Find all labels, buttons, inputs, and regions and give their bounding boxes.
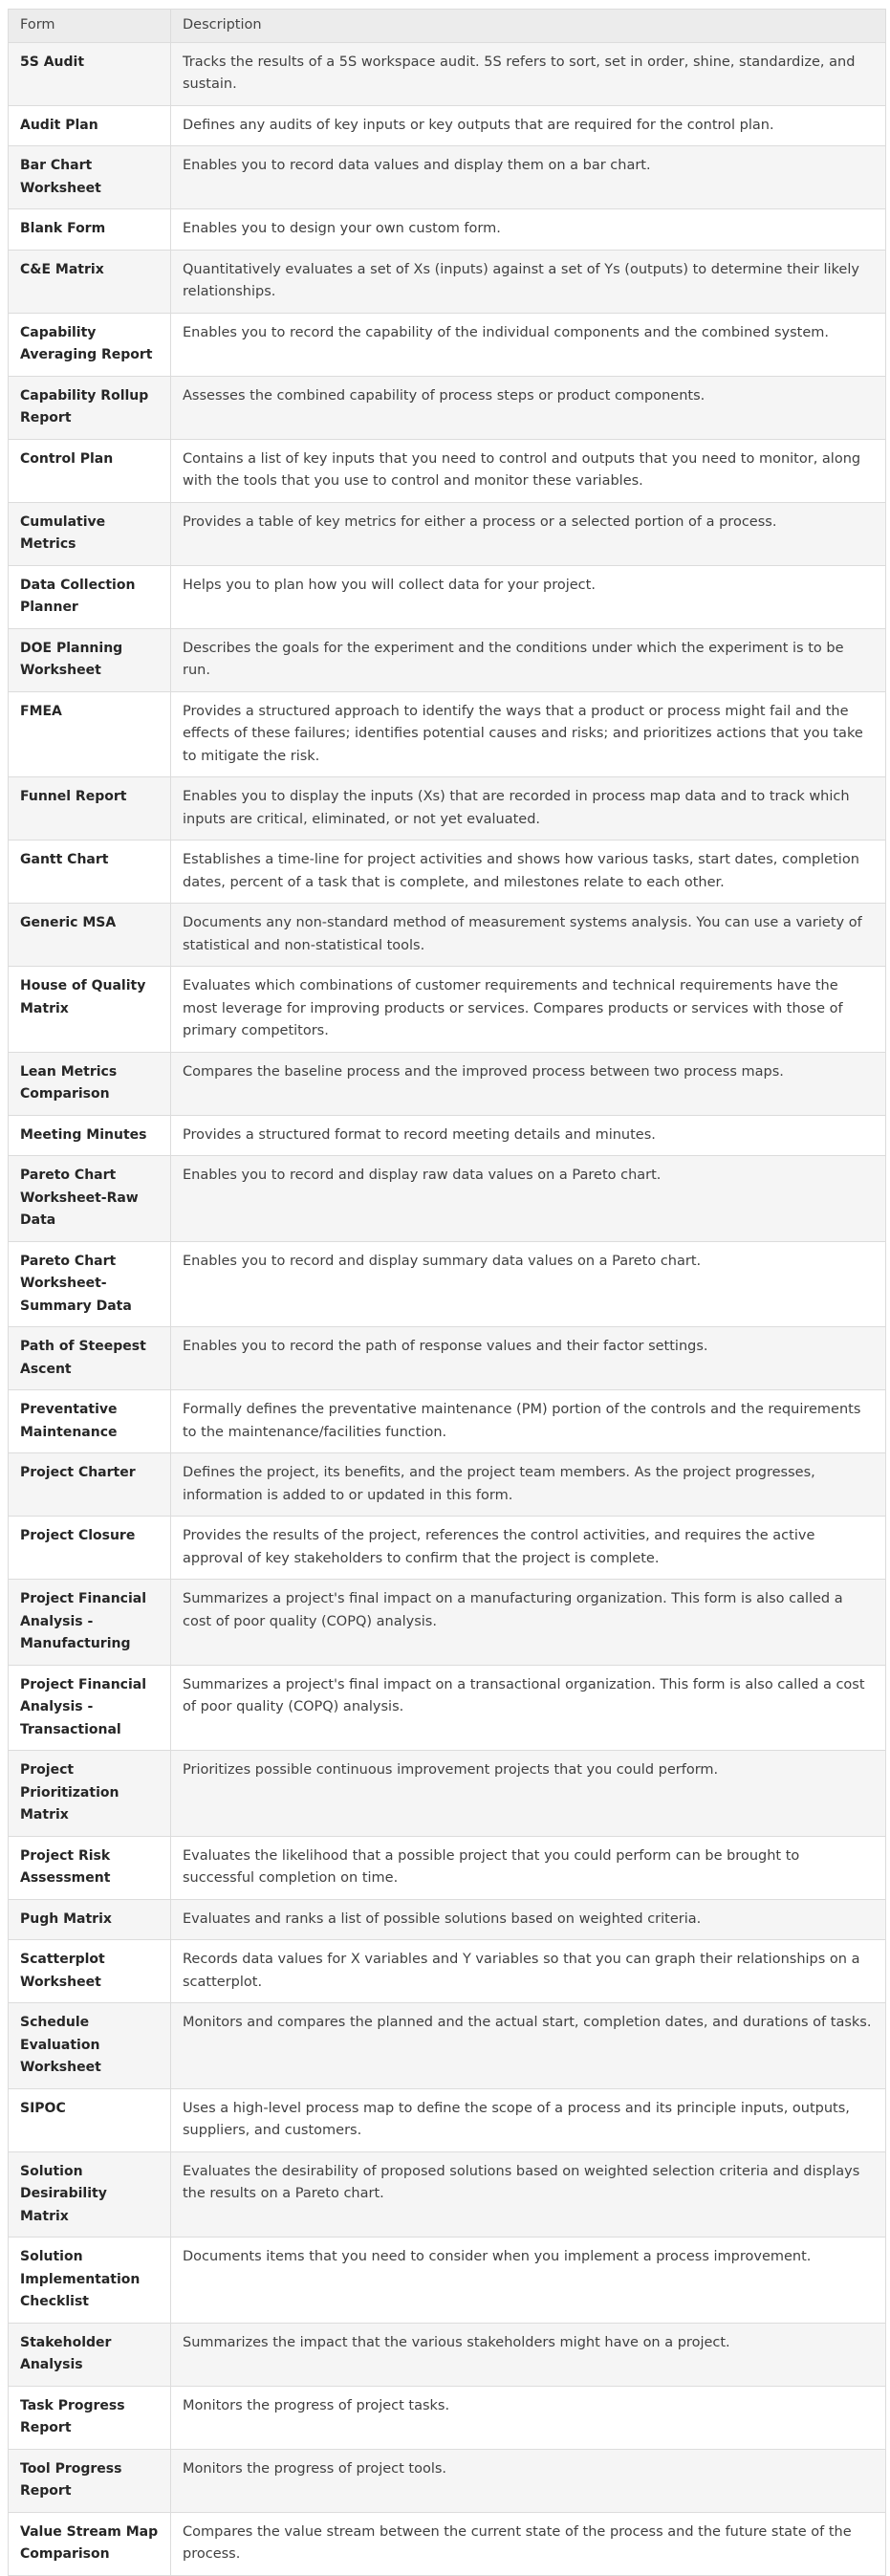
form-name-cell: Path of Steepest Ascent [9,1327,171,1390]
table-row [9,1241,886,1327]
table-row [9,1052,886,1115]
form-name-cell: Project Risk Assessment [9,1836,171,1899]
form-name-cell: Pugh Matrix [9,1899,171,1940]
form-name-cell: Pareto Chart Worksheet-Summary Data [9,1241,171,1327]
form-description-cell: Defines the project, its benefits, and the project team members. As the project progresses, information is added to or updated in this form. [171,1453,886,1517]
form-name-cell: Blank Form [9,209,171,251]
form-description-cell: Evaluates and ranks a list of possible solutions based on weighted criteria. [171,1899,886,1940]
table-row [9,1665,886,1751]
form-description-cell: Provides a structured format to record meeting details and minutes. [171,1115,886,1156]
table-row [9,1156,886,1242]
table-row [9,105,886,146]
form-description-cell: Enables you to record and display summary data values on a Pareto chart. [171,1241,886,1327]
form-name-cell: Solution Implementation Checklist [9,2238,171,2324]
form-description-cell: Assesses the combined capability of process steps or product components. [171,376,886,439]
table-row [9,628,886,691]
table-row [9,2449,886,2512]
table-row [9,904,886,967]
form-description-cell: Summarizes a project's final impact on a transactional organization. This form is also called a cost of poor quality (COPQ) analysis. [171,1665,886,1751]
form-description-cell: Tracks the results of a 5S workspace audit. 5S refers to sort, set in order, shine, standardize, and sustain. [171,42,886,105]
table-row [9,2386,886,2449]
table-row [9,2151,886,2238]
form-name-cell: Capability Averaging Report [9,313,171,376]
form-description-cell: Establishes a time-line for project activities and shows how various tasks, start dates, completion dates, percent of a task that is complete, and milestones relate to each other. [171,840,886,904]
form-description-cell: Documents items that you need to consider when you implement a process improvement. [171,2238,886,2324]
form-description-cell: Formally defines the preventative maintenance (PM) portion of the controls and the requirements to the maintenance/facilities function. [171,1390,886,1453]
table-row [9,209,886,251]
form-name-cell: Tool Progress Report [9,2449,171,2512]
table-row [9,1899,886,1940]
form-name-cell: Schedule Evaluation Worksheet [9,2003,171,2089]
table-row [9,2088,886,2151]
form-description-cell: Enables you to design your own custom form. [171,209,886,251]
forms-table-container [8,9,885,2576]
form-description-cell: Provides the results of the project, references the control activities, and requires the active approval of key stakeholders to confirm that the project is complete. [171,1517,886,1580]
form-description-cell: Compares the value stream between the current state of the process and the future state of the process. [171,2512,886,2575]
form-description-cell: Evaluates which combinations of customer requirements and technical requirements have the most leverage for improving products or services. Compares products or services with those of primary competitors. [171,967,886,1053]
form-description-cell: Compares the baseline process and the improved process between two process maps. [171,1052,886,1115]
form-name-cell: Generic MSA [9,904,171,967]
table-row [9,840,886,904]
form-name-cell: Lean Metrics Comparison [9,1052,171,1115]
table-row [9,1327,886,1390]
form-name-cell: Cumulative Metrics [9,502,171,565]
form-name-cell: Project Financial Analysis - Transactional [9,1665,171,1751]
form-name-cell: Meeting Minutes [9,1115,171,1156]
form-description-cell: Documents any non-standard method of measurement systems analysis. You can use a variety of statistical and non-statistical tools. [171,904,886,967]
form-name-cell: House of Quality Matrix [9,967,171,1053]
form-description-cell: Uses a high-level process map to define the scope of a process and its principle inputs, outputs, suppliers, and customers. [171,2088,886,2151]
form-name-cell: Funnel Report [9,777,171,840]
forms-table [8,9,886,2576]
form-name-cell: Control Plan [9,439,171,502]
table-row [9,1517,886,1580]
form-name-cell: FMEA [9,691,171,777]
form-name-cell: 5S Audit [9,42,171,105]
form-name-cell: Audit Plan [9,105,171,146]
table-row [9,1453,886,1517]
table-row [9,1390,886,1453]
form-name-cell: Gantt Chart [9,840,171,904]
table-row [9,1115,886,1156]
form-name-cell: Bar Chart Worksheet [9,146,171,209]
form-name-cell: Data Collection Planner [9,565,171,628]
form-name-cell: Scatterplot Worksheet [9,1940,171,2003]
form-name-cell: Project Closure [9,1517,171,1580]
form-name-cell: DOE Planning Worksheet [9,628,171,691]
table-row [9,439,886,502]
form-name-cell: Project Charter [9,1453,171,1517]
form-description-cell: Monitors and compares the planned and the actual start, completion dates, and durations of tasks. [171,2003,886,2089]
form-description-cell: Monitors the progress of project tools. [171,2449,886,2512]
table-row [9,691,886,777]
table-row [9,565,886,628]
form-description-cell: Evaluates the desirability of proposed solutions based on weighted selection criteria and displays the results on a Pareto chart. [171,2151,886,2238]
form-name-cell: Stakeholder Analysis [9,2323,171,2386]
form-description-cell: Summarizes the impact that the various stakeholders might have on a project. [171,2323,886,2386]
form-description-cell: Monitors the progress of project tasks. [171,2386,886,2449]
table-row [9,2323,886,2386]
header-form: Form [9,10,171,43]
table-row [9,502,886,565]
form-description-cell: Describes the goals for the experiment and the conditions under which the experiment is to be run. [171,628,886,691]
form-description-cell: Evaluates the likelihood that a possible project that you could perform can be brought to successful completion on time. [171,1836,886,1899]
form-name-cell: Project Prioritization Matrix [9,1751,171,1837]
form-description-cell: Enables you to display the inputs (Xs) that are recorded in process map data and to track which inputs are critical, eliminated, or not yet evaluated. [171,777,886,840]
table-row [9,42,886,105]
form-name-cell: Task Progress Report [9,2386,171,2449]
form-description-cell: Contains a list of key inputs that you need to control and outputs that you need to monitor, along with the tools that you use to control and monitor these variables. [171,439,886,502]
form-name-cell: SIPOC [9,2088,171,2151]
table-row [9,250,886,313]
table-row [9,1580,886,1666]
form-description-cell: Provides a table of key metrics for either a process or a selected portion of a process. [171,502,886,565]
header-row [9,10,886,43]
table-row [9,967,886,1053]
form-name-cell: Value Stream Map Comparison [9,2512,171,2575]
form-description-cell: Provides a structured approach to identify the ways that a product or process might fail and the effects of these failures; identifies potential causes and risks; and prioritizes actions that you take to mitigate the risk. [171,691,886,777]
table-header [9,10,886,43]
form-name-cell: Pareto Chart Worksheet-Raw Data [9,1156,171,1242]
table-row [9,1751,886,1837]
table-body [9,42,886,2575]
form-description-cell: Enables you to record the capability of the individual components and the combined system. [171,313,886,376]
table-row [9,2238,886,2324]
table-row [9,313,886,376]
form-description-cell: Summarizes a project's final impact on a manufacturing organization. This form is also called a cost of poor quality (COPQ) analysis. [171,1580,886,1666]
form-name-cell: C&E Matrix [9,250,171,313]
form-name-cell: Preventative Maintenance [9,1390,171,1453]
header-description: Description [171,10,886,43]
table-row [9,146,886,209]
form-description-cell: Records data values for X variables and Y variables so that you can graph their relationships on a scatterplot. [171,1940,886,2003]
form-description-cell: Quantitatively evaluates a set of Xs (inputs) against a set of Ys (outputs) to determine their likely relationships. [171,250,886,313]
form-description-cell: Enables you to record data values and display them on a bar chart. [171,146,886,209]
table-row [9,1836,886,1899]
table-row [9,2003,886,2089]
form-description-cell: Enables you to record the path of response values and their factor settings. [171,1327,886,1390]
table-row [9,2512,886,2575]
form-description-cell: Defines any audits of key inputs or key outputs that are required for the control plan. [171,105,886,146]
form-description-cell: Helps you to plan how you will collect data for your project. [171,565,886,628]
table-row [9,1940,886,2003]
form-description-cell: Prioritizes possible continuous improvement projects that you could perform. [171,1751,886,1837]
form-name-cell: Project Financial Analysis - Manufacturing [9,1580,171,1666]
form-description-cell: Enables you to record and display raw data values on a Pareto chart. [171,1156,886,1242]
form-name-cell: Capability Rollup Report [9,376,171,439]
form-name-cell: Solution Desirability Matrix [9,2151,171,2238]
table-row [9,376,886,439]
table-row [9,777,886,840]
